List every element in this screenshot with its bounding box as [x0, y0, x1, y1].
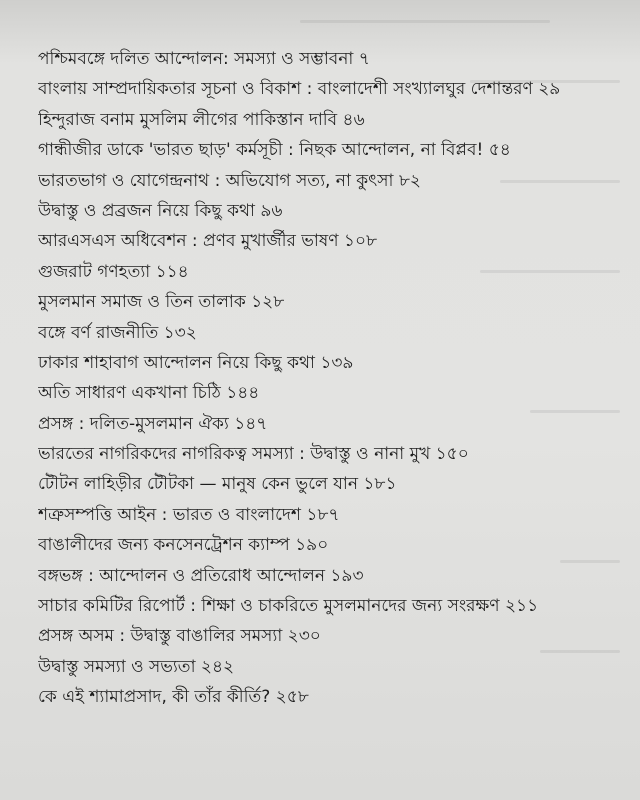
- toc-entry[interactable]: [38, 348, 620, 378]
- toc-entry-title: প্রসঙ্গ অসম : উদ্বাস্তু বাঙালির সমস্যা: [38, 626, 283, 647]
- toc-entry[interactable]: [38, 682, 620, 712]
- toc-entry-title: গান্ধীজীর ডাকে 'ভারত ছাড়' কর্মসূচী : নিছক আন্দোলন, না বিপ্লব!: [38, 140, 484, 161]
- toc-entry[interactable]: [38, 591, 620, 621]
- toc-entry-title: ভারতভাগ ও যোগেন্দ্রনাথ : অভিযোগ সত্য, না কুৎসা: [38, 170, 394, 191]
- toc-entry-title: কে এই শ্যামাপ্রসাদ, কী তাঁর কীর্তি?: [38, 687, 271, 708]
- toc-entry-page: ১২৮: [251, 292, 285, 313]
- toc-entry[interactable]: [38, 74, 620, 104]
- toc-entry-page: ১১৪: [155, 261, 189, 282]
- toc-entry-page: ২৫৮: [275, 687, 309, 708]
- toc-entry[interactable]: [38, 409, 620, 439]
- toc-entry-page: ২৯: [538, 79, 561, 100]
- toc-entry[interactable]: [38, 439, 620, 469]
- toc-entry[interactable]: [38, 287, 620, 317]
- toc-entry[interactable]: [38, 652, 620, 682]
- toc-entry-page: ২৪২: [200, 656, 235, 677]
- toc-entry-title: আরএসএস অধিবেশন : প্রণব মুখার্জীর ভাষণ: [38, 231, 339, 252]
- toc-entry-title: ভারতের নাগরিকদের নাগরিকত্ব সমস্যা : উদ্বাস্তু ও নানা মুখ: [38, 444, 431, 465]
- toc-entry-page: ১৯০: [295, 535, 329, 556]
- toc-entry[interactable]: [38, 561, 620, 591]
- toc-entry-title: অতি সাধারণ একখানা চিঠি: [38, 383, 221, 404]
- toc-entry-page: ১৩২: [163, 322, 197, 343]
- toc-entry-title: বঙ্গে বর্ণ রাজনীতি: [38, 322, 159, 343]
- toc-entry-title: বঙ্গভঙ্গ : আন্দোলন ও প্রতিরোধ আন্দোলন: [38, 565, 325, 586]
- toc-entry-page: ১৪৪: [226, 383, 260, 404]
- toc-entry-page: ৭: [358, 49, 370, 69]
- toc-entry[interactable]: [38, 500, 620, 530]
- toc-entry-page: ১৮১: [363, 474, 397, 495]
- toc-entry-title: মুসলমান সমাজ ও তিন তালাক: [38, 292, 246, 313]
- toc-entry-page: ৯৬: [260, 200, 283, 221]
- toc-entry-title: টৌটন লাহিড়ীর টৌটকা — মানুষ কেন ভুলে যান: [38, 474, 358, 495]
- toc-entry[interactable]: [38, 135, 620, 165]
- toc-entry-title: সাচার কমিটির রিপোর্ট : শিক্ষা ও চাকরিতে মুসলমানদের জন্য সংরক্ষণ: [38, 596, 500, 617]
- toc-entry[interactable]: [38, 44, 620, 74]
- toc-entry-page: ৪৬: [342, 109, 365, 130]
- toc-entry[interactable]: [38, 318, 620, 348]
- toc-entry-page: ২৩০: [287, 626, 321, 647]
- toc-entry-title: বাংলায় সাম্প্রদায়িকতার সূচনা ও বিকাশ : বাংলাদেশী সংখ্যালঘুর দেশান্তরণ: [38, 79, 533, 100]
- toc-entry-page: ১০৮: [343, 231, 378, 252]
- toc-entry-title: বাঙালীদের জন্য কনসেনট্রেশন ক্যাম্প: [38, 535, 290, 556]
- table-of-contents: [38, 44, 620, 713]
- toc-entry-title: উদ্বাস্তু সমস্যা ও সভ্যতা: [38, 656, 196, 677]
- toc-entry-title: গুজরাট গণহত্যা: [38, 261, 151, 282]
- toc-entry-title: শত্রুসম্পত্তি আইন : ভারত ও বাংলাদেশ: [38, 504, 301, 525]
- toc-entry[interactable]: [38, 105, 620, 135]
- toc-entry-page: ৫৪: [488, 140, 511, 161]
- toc-entry-page: ১৫০: [435, 444, 469, 465]
- toc-entry-title: উদ্বাস্তু ও প্রব্রজন নিয়ে কিছু কথা: [38, 200, 255, 221]
- toc-entry[interactable]: [38, 469, 620, 499]
- toc-entry-page: ৮২: [398, 170, 421, 191]
- toc-entry[interactable]: [38, 226, 620, 256]
- toc-entry[interactable]: [38, 196, 620, 226]
- toc-entry[interactable]: [38, 378, 620, 408]
- toc-entry-title: প্রসঙ্গ : দলিত-মুসলমান ঐক্য: [38, 413, 229, 434]
- toc-entry-page: ১৩৯: [320, 352, 354, 373]
- toc-entry[interactable]: [38, 621, 620, 651]
- toc-entry-title: ঢাকার শাহাবাগ আন্দোলন নিয়ে কিছু কথা: [38, 352, 315, 373]
- toc-entry-page: ২১১: [504, 596, 539, 617]
- toc-entry[interactable]: [38, 257, 620, 287]
- toc-entry-title: পশ্চিমবঙ্গে দলিত আন্দোলন: সমস্যা ও সম্ভাবনা: [38, 49, 354, 69]
- toc-entry-page: ১৪৭: [234, 413, 268, 434]
- toc-entry-page: ১৯৩: [330, 565, 364, 586]
- toc-entry[interactable]: [38, 166, 620, 196]
- toc-entry-page: ১৮৭: [306, 504, 340, 525]
- toc-entry[interactable]: [38, 530, 620, 560]
- toc-entry-title: হিন্দুরাজ বনাম মুসলিম লীগের পাকিস্তান দাবি: [38, 109, 338, 130]
